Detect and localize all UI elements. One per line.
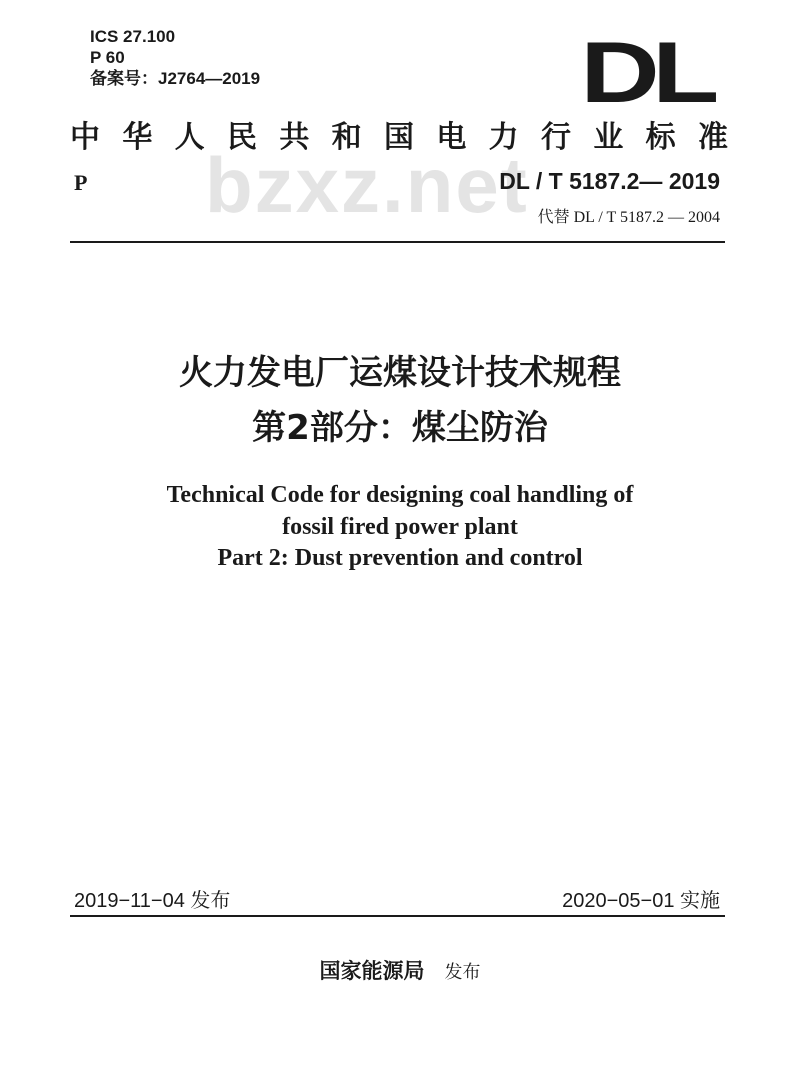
issuer bbox=[0, 955, 800, 985]
category-code: P 60 bbox=[90, 48, 125, 67]
watermark: bzxz.net bbox=[205, 141, 529, 229]
title-english-line-2: fossil fired power plant bbox=[282, 514, 518, 540]
title-english-line-1: Technical Code for designing coal handling of bbox=[166, 482, 634, 508]
title-english-line-3: Part 2: Dust prevention and control bbox=[217, 545, 583, 571]
ics-code: ICS 27.100 bbox=[90, 27, 176, 46]
effective-date: 2020−05−01 实施 bbox=[562, 890, 720, 912]
org-title: 中华人民共和国电力行业标准 bbox=[70, 120, 730, 155]
title-chinese-line-2: 第2部分：煤尘防治 bbox=[252, 408, 548, 448]
replaces-standard: 代替 DL / T 5187.2 — 2004 bbox=[537, 209, 720, 226]
dl-logo: DL bbox=[580, 25, 712, 121]
category-letter: P bbox=[74, 170, 88, 195]
standard-metadata bbox=[90, 26, 260, 89]
header-divider bbox=[70, 241, 725, 243]
footer-divider bbox=[70, 915, 725, 917]
issue-date: 2019−11−04 发布 bbox=[74, 890, 231, 912]
title-chinese-line-1: 火力发电厂运煤设计技术规程 bbox=[179, 353, 621, 393]
record-number: 备案号：J2764—2019 bbox=[90, 69, 261, 88]
issuer-name: 国家能源局 bbox=[319, 959, 425, 983]
issuer-action: 发布 bbox=[444, 962, 481, 983]
standard-number: DL / T 5187.2— 2019 bbox=[499, 168, 720, 194]
